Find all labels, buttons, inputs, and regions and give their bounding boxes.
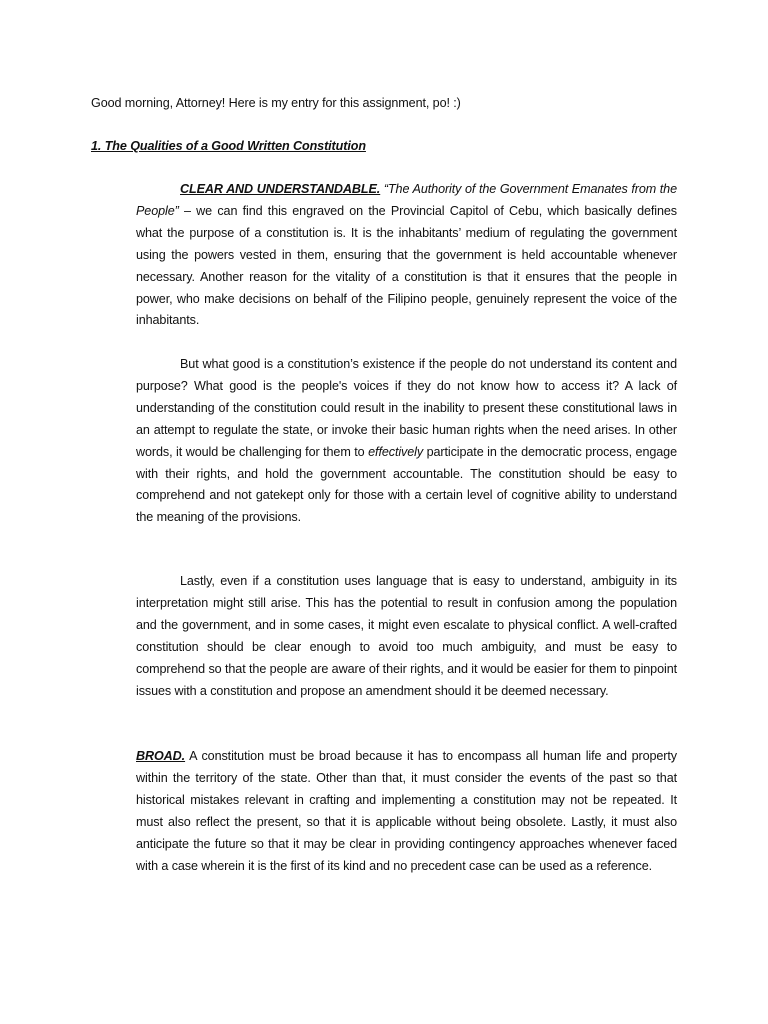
paragraph-broad	[136, 746, 677, 877]
paragraph-body-text: – we can find this engraved on the Provincial Capitol of Cebu, which basically defines what the purpose of a constitution is. It is the inhabitants’ medium of regulating the government using the powers vested in them, ensuring that the government is held accountable whenever necessary. Another reason for the vitality of a constitution is that it ensures that the people in power, who make decisions on behalf of the Filipino people, genuinely represent the voice of the inhabitants.	[136, 203, 677, 328]
paragraph-ambiguity: Lastly, even if a constitution uses language that is easy to understand, ambiguity in its interpretation might still arise. This has the potential to result in confusion among the population and the government, and in some cases, it might even escalate to physical conflict. A well-crafted constitution should be clear enough to avoid too much ambiguity, and must be easy to comprehend so that the people are aware of their rights, and it would be easier for them to pinpoint issues with a constitution and propose an amendment should it be deemed necessary.	[136, 574, 677, 698]
paragraph-body-text: But what good is a constitution’s existence if the people do not understand its content and purpose? What good is the people's voices if they do not know how to access it? A lack of understanding of the constitution could result in the inability to present these constitutional laws in an attempt to regulate the state, or invoke their basic human rights when the need arises. In other words, it would be challenging for them to	[136, 357, 677, 459]
quote-text: “The Authority of the Government Emanates from the People”	[136, 182, 677, 218]
paragraph-lead-broad: BROAD.	[136, 749, 186, 763]
section-heading: 1. The Qualities of a Good Written Constitution	[91, 139, 366, 153]
paragraph-understanding	[136, 354, 677, 529]
paragraph-lead-clear: CLEAR AND UNDERSTANDABLE.	[180, 182, 381, 196]
paragraph-body-text: participate in the democratic process, engage with their rights, and hold the government accountable. The constitution should be easy to comprehend and not gatekept only for those with a certain level of cognitive ability to understand the meaning of the provisions.	[136, 444, 677, 525]
paragraph-clear-and-understandable	[136, 179, 677, 332]
greeting-line: Good morning, Attorney! Here is my entry for this assignment, po! :)	[91, 96, 461, 110]
paragraph-body-text: A constitution must be broad because it has to encompass all human life and property within the territory of the state. Other than that, it must consider the events of the past so that historical mistakes relevant in crafting and implementing a constitution may not be repeated. It must also reflect the present, so that it is applicable without being obsolete. Lastly, it must also anticipate the future so that it may be clear in providing contingency approaches whenever faced with a case wherein it is the first of its kind and no precedent case can be used as a reference.	[136, 749, 677, 873]
emphasis-word: effectively	[368, 444, 424, 459]
